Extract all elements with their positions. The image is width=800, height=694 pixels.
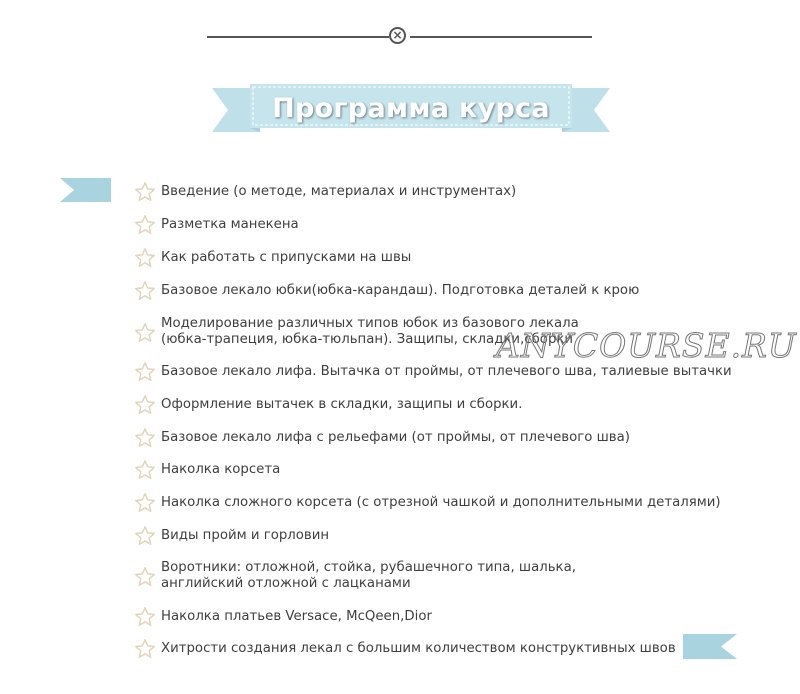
item-text-line2: английский отложной с лацканами: [161, 576, 411, 591]
star-icon: [134, 214, 156, 236]
item-text: Как работать с припусками на швы: [161, 250, 412, 265]
item-text: Базовое лекало лифа с рельефами (от проймы, от плечевого шва): [161, 430, 630, 445]
star-icon: [134, 361, 156, 383]
item-text: Виды пройм и горловин: [161, 528, 330, 543]
item-text: Моделирование различных типов юбок из базового лекала: [161, 316, 579, 331]
star-icon: [134, 492, 156, 514]
star-icon: [134, 606, 156, 628]
item-text: Воротники: отложной, стойка, рубашечного типа, шалька,: [161, 560, 576, 575]
watermark: ANYCOURSE.RU: [496, 326, 797, 365]
item-text: Базовое лекало лифа. Вытачка от проймы, от плечевого шва, талиевые вытачки: [161, 364, 732, 379]
item-text: Наколка сложного корсета (с отрезной чашкой и дополнительными деталями): [161, 495, 721, 510]
item-text: Введение (о методе, материалах и инструментах): [161, 184, 517, 199]
star-icon: [134, 280, 156, 302]
item-text: Наколка корсета: [161, 462, 281, 477]
item-text: Наколка платьев Versace, McQeen,Dior: [161, 609, 432, 624]
star-icon: [134, 566, 156, 588]
star-icon: [134, 459, 156, 481]
item-text: Оформление вытачек в складки, защипы и сборки.: [161, 397, 523, 412]
item-text: Разметка манекена: [161, 217, 299, 232]
page-title: Программа курса: [272, 93, 550, 124]
item-text-line2: (юбка-трапеция, юбка-тюльпан). Защипы, складки,сборки: [161, 332, 574, 347]
star-icon: [134, 322, 156, 344]
star-icon: [134, 181, 156, 203]
item-text: Хитрости создания лекал с большим количеством конструктивных швов: [161, 641, 676, 656]
star-icon: [134, 638, 156, 660]
star-icon: [134, 394, 156, 416]
star-icon: [134, 427, 156, 449]
close-icon: ×: [389, 27, 406, 44]
star-icon: [134, 247, 156, 269]
star-icon: [134, 525, 156, 547]
item-text: Базовое лекало юбки(юбка-карандаш). Подготовка деталей к крою: [161, 283, 640, 298]
